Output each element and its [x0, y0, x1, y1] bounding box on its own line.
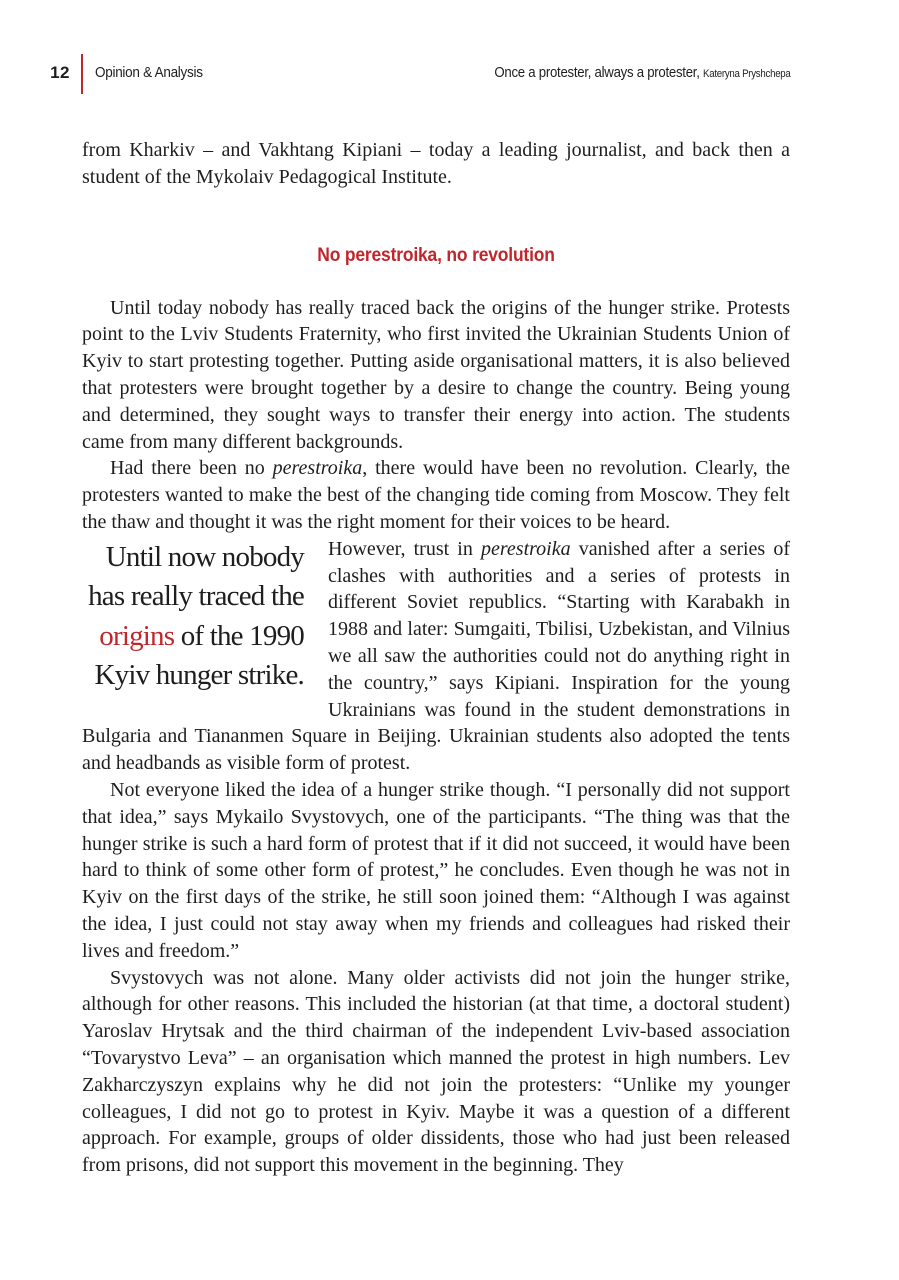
paragraph-svystovych: Not everyone liked the idea of a hunger strike though. “I personally did not support that idea,” says Mykailo Svystovych, one of the participants. “The thing was that the hunger strike is such a hard form of protest that if it did not succeed, it would have been hard to think of some other form of protest,” he concludes. Even though he was not in Kyiv on the first days of the strike, he still soon joined them: “Although I was against the idea, I just could not stay away when my friends and colleagues had risked their lives and freedom.” — [82, 778, 790, 962]
article-body — [82, 137, 790, 1179]
running-title — [495, 64, 791, 81]
paragraph-text: , there would have been no revolution. Clearly, the protesters wanted to make the best of the changing tide coming from Moscow. They felt the thaw and thought it was the right moment for their voices to be heard. — [82, 457, 791, 533]
pull-quote-text: Until now nobody has really traced the — [88, 540, 304, 613]
header-divider — [81, 54, 83, 94]
pull-quote-accent: origins — [99, 619, 175, 652]
intro-paragraph: from Kharkiv – and Vakhtang Kipiani – today a leading journalist, and back then a student of the Mykolaiv Pedagogical Institute. — [82, 139, 790, 188]
paragraph-text: vanished after a series of clashes with authorities and a series of protests in different Soviet republics. “Starting with Karabakh in 1988 and later: Sumgaiti, Tbilisi, Uzbekistan, and Vilnius we all saw the authorities could not do anything right in the country,” says Kipiani. Inspiration for the young Ukrainians was found in the student demonstrations in Bulgaria and Tiananmen Square in Beijing. Ukrainian students also adopted the tents and headbands as visible form of protest. — [82, 537, 790, 775]
section-name: Opinion & Analysis — [95, 64, 203, 81]
author-name: Kateryna Pryshchepa — [703, 68, 791, 80]
paragraph-trust — [82, 536, 790, 777]
page-number: 12 — [50, 63, 70, 82]
italic-term: perestroika — [480, 537, 571, 560]
section-subheading: No perestroika, no revolution — [317, 244, 555, 266]
italic-term: perestroika — [272, 457, 363, 480]
page-header — [0, 0, 899, 100]
paragraph-older-activists: Svystovych was not alone. Many older activists did not join the hunger strike, although for other reasons. This included the historian (at that time, a doctoral student) Yaroslav Hrytsak and the third chairman of the independent Lviv-based association “Tovarystvo Leva” – an organisation which manned the protest in high numbers. Lev Zakharczyszyn explains why he did not join the protesters: “Unlike my younger colleagues, I did not go to protest in Kyiv. Maybe it was a question of a different approach. For example, groups of older dissidents, those who had just been released from prisons, did not support this movement in the beginning. They — [82, 966, 790, 1177]
paragraph-perestroika — [82, 455, 790, 535]
pull-quote-text: of the 1990 Kyiv hunger strike. — [94, 619, 304, 692]
pull-quote — [82, 538, 304, 696]
paragraph-text: Had there been no — [110, 457, 273, 480]
paragraph-origins: Until today nobody has really traced back the origins of the hunger strike. Protests point to the Lviv Students Fraternity, who first invited the Ukrainian Students Union of Kyiv to start protesting together. Putting aside organisational matters, it is also believed that protesters were brought together by a desire to change the country. Being young and determined, they sought ways to transfer their energy into action. The students came from many different backgrounds. — [82, 296, 790, 453]
article-title: Once a protester, always a protester, — [494, 64, 701, 81]
paragraph-text: However, trust in — [328, 537, 481, 560]
